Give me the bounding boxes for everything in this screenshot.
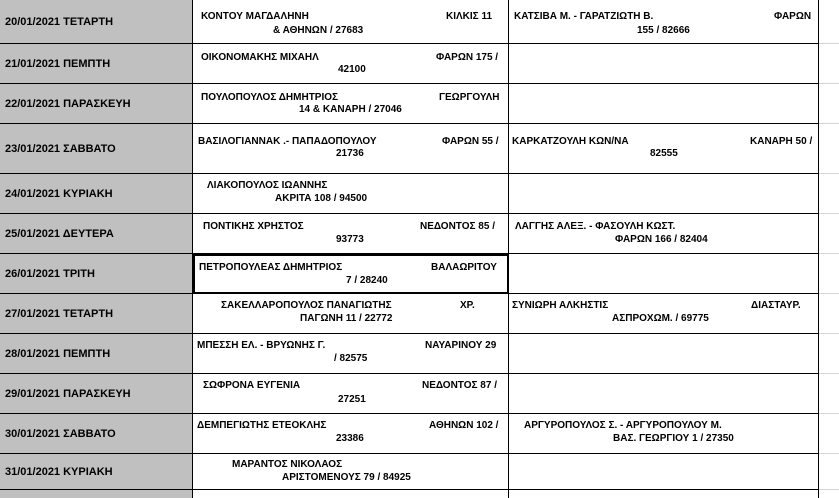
pharmacy-cell-2[interactable]: [509, 414, 819, 454]
table-row: [0, 490, 839, 498]
pharmacy-address: 82555: [650, 148, 678, 159]
pharmacy-name: ΜΠΕΣΣΗ ΕΛ. - ΒΡΥΩΝΗΣ Γ.: [197, 340, 326, 351]
date-cell[interactable]: 28/01/2021 ΠΕΜΠΤΗ: [0, 334, 193, 374]
date-cell[interactable]: 20/01/2021 ΤΕΤΑΡΤΗ: [0, 0, 193, 44]
date-cell[interactable]: [0, 490, 193, 498]
pharmacy-cell-1[interactable]: [193, 374, 509, 414]
table-row: [0, 174, 839, 214]
pharmacy-cell-2[interactable]: [509, 44, 819, 84]
empty-cell[interactable]: [819, 84, 839, 124]
date-cell[interactable]: 27/01/2021 ΤΕΤΑΡΤΗ: [0, 294, 193, 334]
table-row: [0, 84, 839, 124]
empty-cell[interactable]: [819, 174, 839, 214]
pharmacy-name: ΑΡΓΥΡΟΠΟΥΛΟΣ Σ. - ΑΡΓΥΡΟΠΟΥΛΟΥ Μ.: [524, 420, 722, 431]
date-cell[interactable]: 29/01/2021 ΠΑΡΑΣΚΕΥΗ: [0, 374, 193, 414]
pharmacy-address: ΑΚΡΙΤΑ 108 / 94500: [275, 193, 368, 204]
pharmacy-address: ΒΑΣ. ΓΕΩΡΓΙΟΥ 1 / 27350: [613, 433, 734, 444]
table-row: [0, 254, 839, 294]
pharmacy-address: ΑΣΠΡΟΧΩΜ. / 69775: [612, 313, 709, 324]
pharmacy-street: ΚΑΝΑΡΗ 50 /: [750, 136, 813, 147]
pharmacy-name: ΠΕΤΡΟΠΟΥΛΕΑΣ ΔΗΜΗΤΡΙΟΣ: [199, 262, 343, 273]
empty-cell[interactable]: [819, 414, 839, 454]
pharmacy-cell-1[interactable]: [193, 334, 509, 374]
empty-cell[interactable]: [819, 0, 839, 44]
pharmacy-address: / 82575: [334, 353, 368, 364]
pharmacy-address: ΑΡΙΣΤΟΜΕΝΟΥΣ 79 / 84925: [282, 472, 411, 483]
pharmacy-cell-1[interactable]: [193, 294, 509, 334]
pharmacy-street: ΦΑΡΩΝ 55 /: [442, 136, 499, 147]
pharmacy-cell-2[interactable]: [509, 214, 819, 254]
date-cell[interactable]: 30/01/2021 ΣΑΒΒΑΤΟ: [0, 414, 193, 454]
pharmacy-cell-2[interactable]: [509, 294, 819, 334]
pharmacy-cell-2[interactable]: [509, 0, 819, 44]
empty-cell[interactable]: [819, 294, 839, 334]
pharmacy-name: ΛΙΑΚΟΠΟΥΛΟΣ ΙΩΑΝΝΗΣ: [207, 180, 328, 191]
pharmacy-cell-2[interactable]: [509, 374, 819, 414]
pharmacy-cell-1[interactable]: [193, 214, 509, 254]
empty-cell[interactable]: [819, 374, 839, 414]
pharmacy-street: ΒΑΛΑΩΡΙΤΟΥ: [431, 262, 497, 273]
table-row: [0, 214, 839, 254]
pharmacy-cell-1[interactable]: [193, 0, 509, 44]
pharmacy-name: ΠΟΥΛΟΠΟΥΛΟΣ ΔΗΜΗΤΡΙΟΣ: [201, 92, 339, 103]
pharmacy-street: ΔΙΑΣΤΑΥΡ.: [751, 300, 801, 311]
pharmacy-cell-2[interactable]: [509, 124, 819, 174]
pharmacy-cell-1[interactable]: [193, 84, 509, 124]
date-cell[interactable]: 25/01/2021 ΔΕΥΤΕΡΑ: [0, 214, 193, 254]
pharmacy-cell-1[interactable]: [193, 254, 509, 294]
pharmacy-address: ΦΑΡΩΝ 166 / 82404: [615, 234, 708, 245]
pharmacy-name: ΠΟΝΤΙΚΗΣ ΧΡΗΣΤΟΣ: [203, 221, 304, 232]
table-row: [0, 0, 839, 44]
pharmacy-name: ΒΑΣΙΛΟΓΙΑΝΝΑΚ .- ΠΑΠΑΔΟΠΟΥΛΟΥ: [198, 136, 377, 147]
empty-cell[interactable]: [193, 490, 509, 498]
pharmacy-cell-2[interactable]: [509, 454, 819, 490]
date-cell[interactable]: 22/01/2021 ΠΑΡΑΣΚΕΥΗ: [0, 84, 193, 124]
pharmacy-address: 23386: [336, 433, 364, 444]
pharmacy-cell-2[interactable]: [509, 334, 819, 374]
pharmacy-name: ΔΕΜΠΕΓΙΩΤΗΣ ΕΤΕΟΚΛΗΣ: [197, 420, 327, 431]
date-cell[interactable]: 23/01/2021 ΣΑΒΒΑΤΟ: [0, 124, 193, 174]
pharmacy-cell-2[interactable]: [509, 254, 819, 294]
date-cell[interactable]: 21/01/2021 ΠΕΜΠΤΗ: [0, 44, 193, 84]
empty-cell[interactable]: [819, 124, 839, 174]
pharmacy-address: ΠΑΓΩΝΗ 11 / 22772: [300, 313, 393, 324]
empty-cell[interactable]: [819, 254, 839, 294]
pharmacy-name: ΟΙΚΟΝΟΜΑΚΗΣ ΜΙΧΑΗΛ: [201, 52, 319, 63]
pharmacy-address: 27251: [338, 394, 366, 405]
table-row: [0, 124, 839, 174]
empty-cell[interactable]: [819, 44, 839, 84]
date-cell[interactable]: 31/01/2021 ΚΥΡΙΑΚΗ: [0, 454, 193, 490]
pharmacy-street: ΝΑΥΑΡΙΝΟΥ 29: [425, 340, 497, 351]
pharmacy-address: 155 / 82666: [637, 25, 690, 36]
pharmacy-address: 42100: [338, 64, 366, 75]
empty-cell[interactable]: [819, 454, 839, 490]
pharmacy-cell-2[interactable]: [509, 174, 819, 214]
pharmacy-address: 7 / 28240: [346, 275, 388, 286]
pharmacy-street: ΦΑΡΩΝ 175 /: [436, 52, 499, 63]
pharmacy-street: ΓΕΩΡΓΟΥΛΗ: [439, 92, 500, 103]
date-cell[interactable]: 26/01/2021 ΤΡΙΤΗ: [0, 254, 193, 294]
pharmacy-street: ΝΕΔΟΝΤΟΣ 85 /: [420, 221, 495, 232]
pharmacy-name: ΣΥΝΙΩΡΗ ΑΛΚΗΣΤΙΣ: [512, 300, 609, 311]
table-row: [0, 374, 839, 414]
table-row: [0, 44, 839, 84]
table-row: [0, 454, 839, 490]
pharmacy-name: ΜΑΡΑΝΤΟΣ ΝΙΚΟΛΑΟΣ: [232, 459, 343, 470]
pharmacy-cell-1[interactable]: [193, 454, 509, 490]
pharmacy-cell-1[interactable]: [193, 124, 509, 174]
pharmacy-cell-1[interactable]: [193, 44, 509, 84]
pharmacy-cell-1[interactable]: [193, 174, 509, 214]
pharmacy-address: & ΑΘΗΝΩΝ / 27683: [273, 25, 364, 36]
pharmacy-name: ΚΑΤΣΙΒΑ Μ. - ΓΑΡΑΤΖΙΩΤΗ Β.: [514, 11, 654, 22]
pharmacy-name: ΚΟΝΤΟΥ ΜΑΓΔΑΛΗΝΗ: [201, 11, 309, 22]
table-row: [0, 414, 839, 454]
pharmacy-name: ΣΑΚΕΛΛΑΡΟΠΟΥΛΟΣ ΠΑΝΑΓΙΩΤΗΣ: [221, 300, 392, 311]
pharmacy-name: ΚΑΡΚΑΤΖΟΥΛΗ ΚΩΝ/ΝΑ: [512, 136, 629, 147]
pharmacy-name: ΛΑΓΓΗΣ ΑΛΕΞ. - ΦΑΣΟΥΛΗ ΚΩΣΤ.: [515, 221, 676, 232]
empty-cell[interactable]: [819, 214, 839, 254]
empty-cell[interactable]: [509, 490, 819, 498]
pharmacy-street: ΧΡ.: [460, 300, 475, 311]
table-row: [0, 334, 839, 374]
pharmacy-street: ΝΕΔΟΝΤΟΣ 87 /: [422, 380, 497, 391]
pharmacy-cell-2[interactable]: [509, 84, 819, 124]
pharmacy-street: ΑΘΗΝΩΝ 102 /: [429, 420, 499, 431]
pharmacy-cell-1[interactable]: [193, 414, 509, 454]
table-row: [0, 294, 839, 334]
pharmacy-address: 21736: [336, 148, 364, 159]
date-cell[interactable]: 24/01/2021 ΚΥΡΙΑΚΗ: [0, 174, 193, 214]
empty-cell[interactable]: [819, 334, 839, 374]
pharmacy-address: 93773: [336, 234, 364, 245]
pharmacy-street: ΦΑΡΩΝ: [774, 11, 812, 22]
pharmacy-address: 14 & ΚΑΝΑΡΗ / 27046: [299, 104, 402, 115]
pharmacy-name: ΣΩΦΡΟΝΑ ΕΥΓΕΝΙΑ: [203, 380, 301, 391]
pharmacy-street: ΚΙΛΚΙΣ 11: [446, 11, 493, 22]
